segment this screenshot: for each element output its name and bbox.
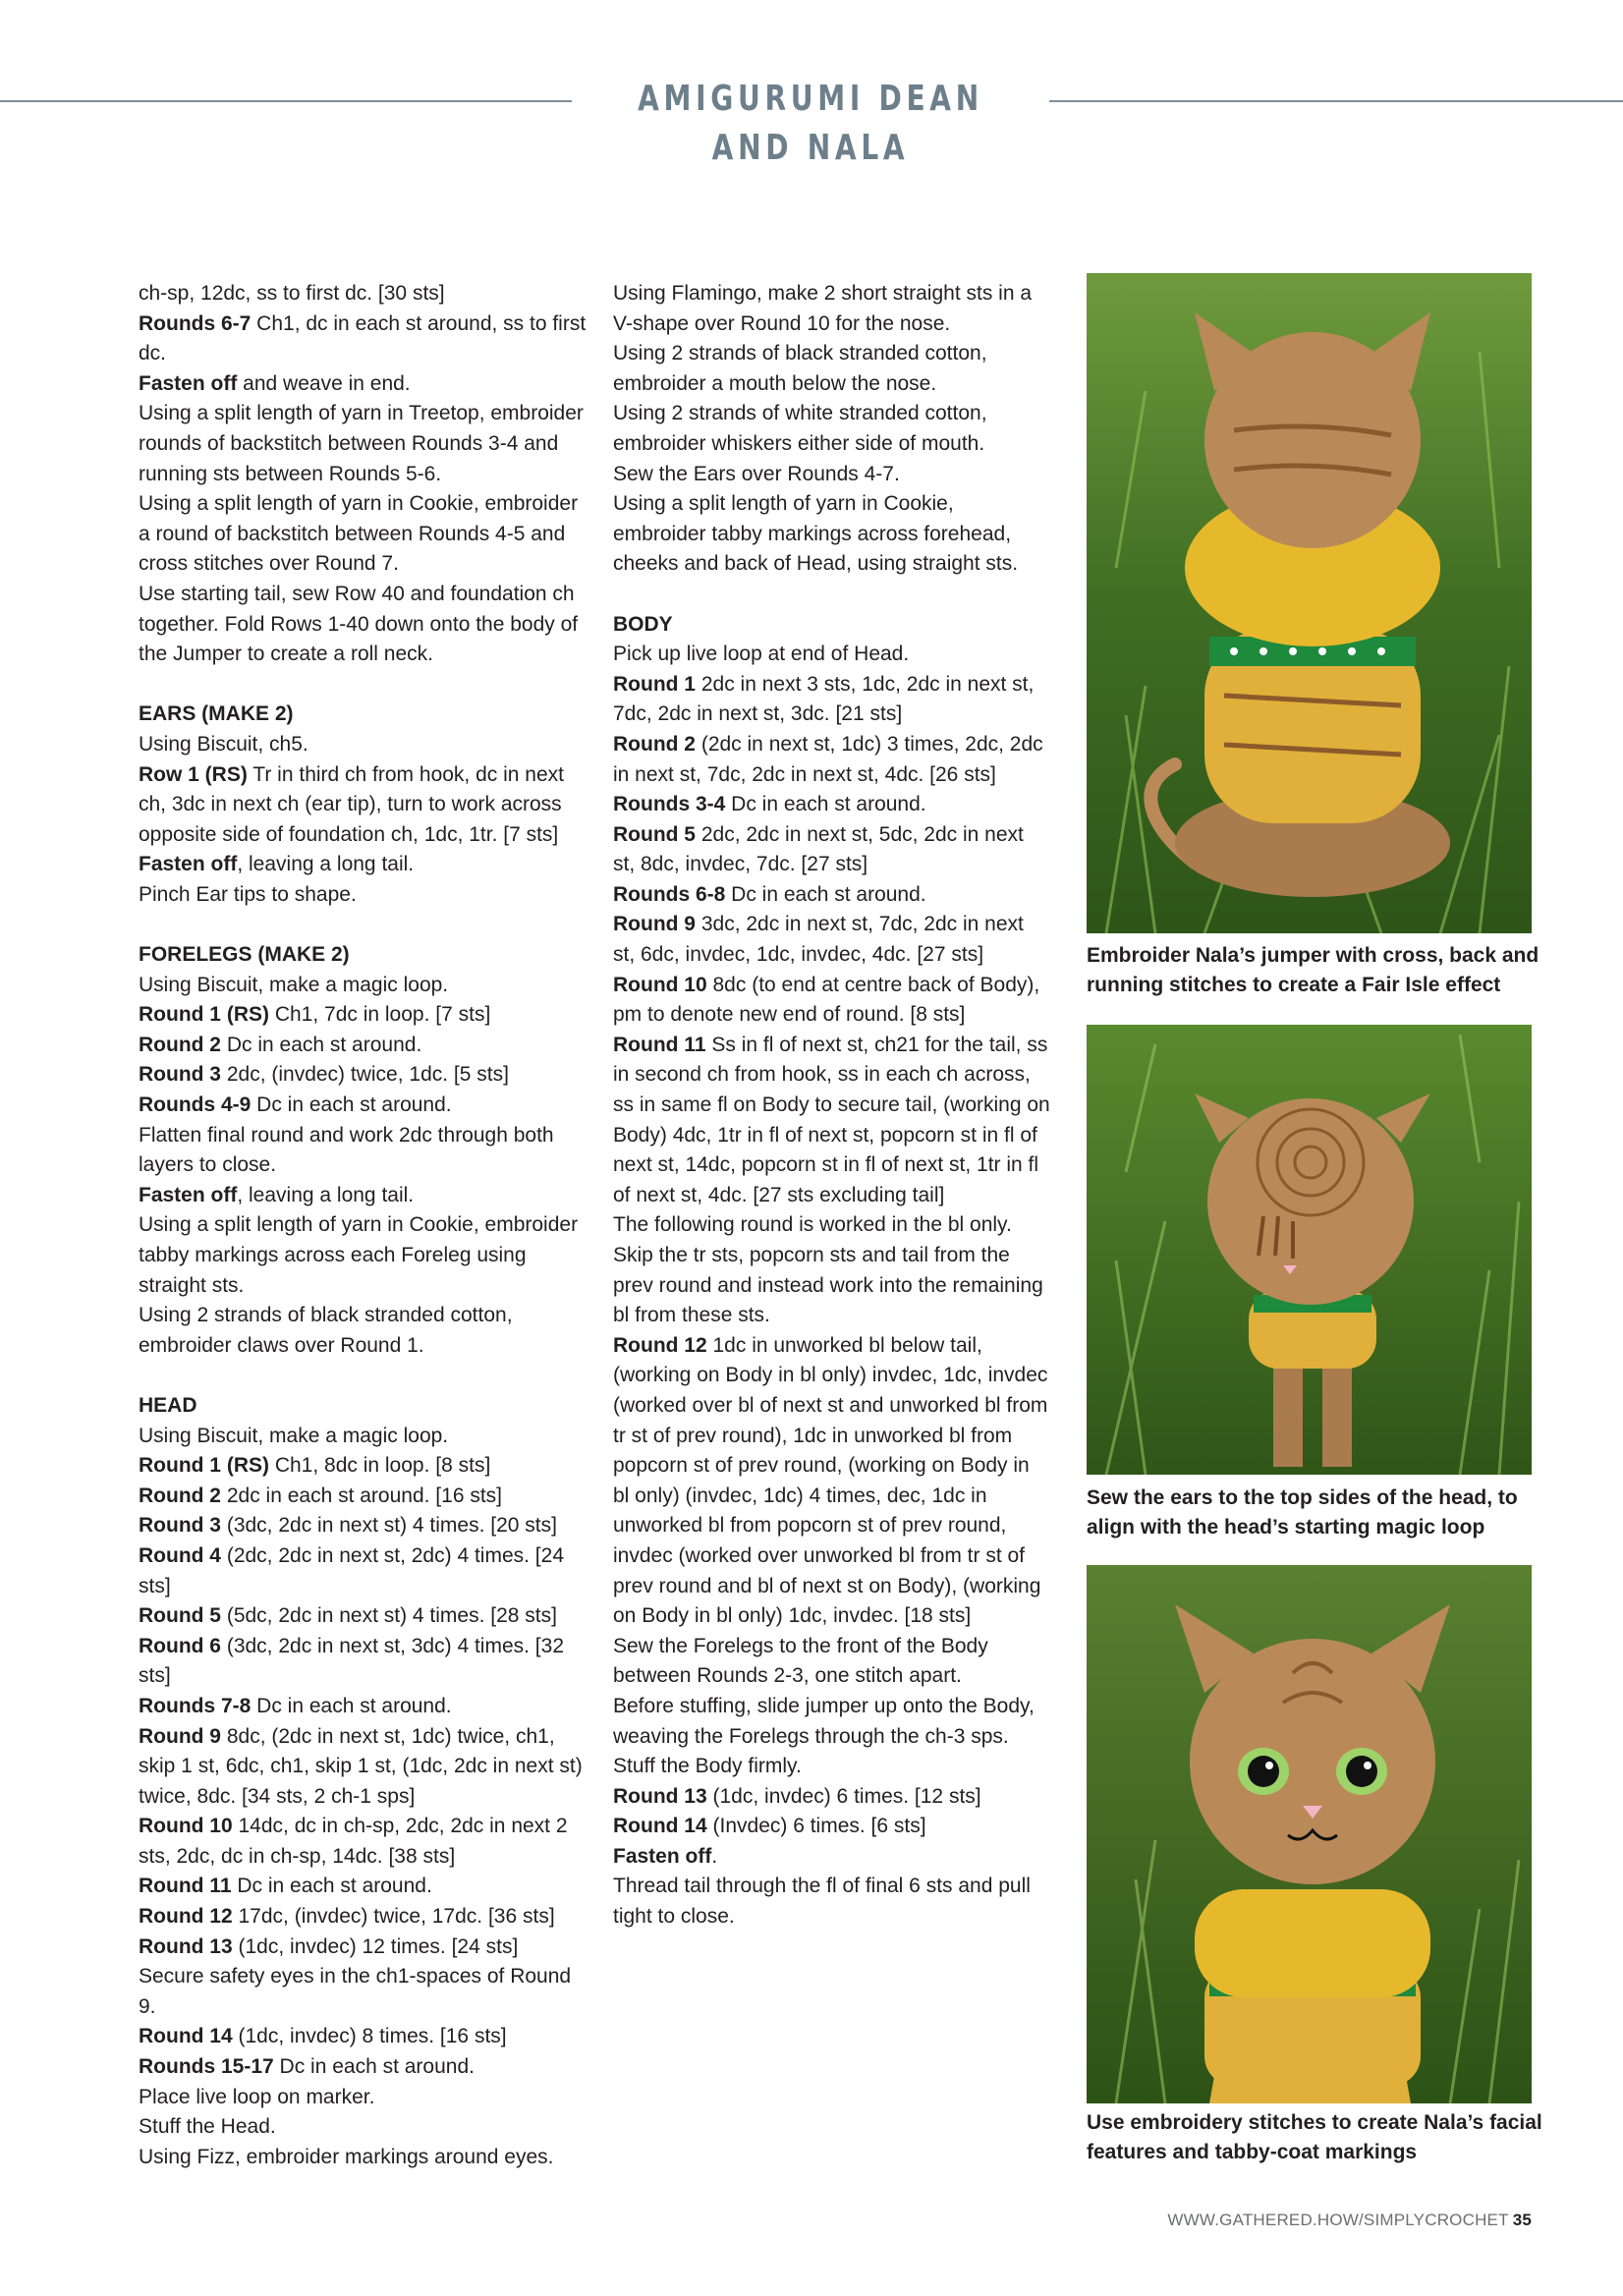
round-label: Round 1 (RS) bbox=[139, 1454, 269, 1478]
instruction-line bbox=[613, 1872, 1050, 1932]
round-label: Round 11 bbox=[139, 1875, 232, 1898]
instruction-line bbox=[139, 2022, 592, 2052]
instruction-line bbox=[139, 850, 592, 880]
section-heading: EARS (MAKE 2) bbox=[139, 702, 294, 726]
round-label: Rounds 6-7 bbox=[139, 311, 252, 335]
instruction-text: (1dc, invdec) 6 times. [12 sts] bbox=[706, 1784, 981, 1808]
instruction-line bbox=[139, 1632, 592, 1692]
instruction-text: (1dc, invdec) 12 times. [24 sts] bbox=[232, 1934, 519, 1958]
instruction-line bbox=[139, 1422, 592, 1452]
instruction-text: Sew the Forelegs to the front of the Body between Rounds 2-3, one stitch apart. bbox=[613, 1634, 988, 1688]
round-label: Round 13 bbox=[613, 1784, 707, 1808]
instruction-text: Dc in each st around. bbox=[725, 882, 926, 906]
instruction-text: Ch1, dc in each st around, ss to first dc. bbox=[139, 311, 587, 365]
round-label: Fasten off bbox=[139, 1183, 238, 1206]
instruction-line bbox=[613, 1842, 1050, 1873]
instruction-text: (2dc, 2dc in next st, 2dc) 4 times. [24 sts] bbox=[139, 1543, 564, 1597]
text-column-left bbox=[139, 279, 592, 2172]
round-label: Fasten off bbox=[613, 1844, 712, 1868]
instruction-text: (1dc, invdec) 8 times. [16 sts] bbox=[232, 2025, 507, 2048]
round-label: Round 6 bbox=[139, 1634, 221, 1657]
round-label: Round 1 bbox=[613, 672, 696, 696]
instruction-line bbox=[613, 1031, 1050, 1211]
instruction-line bbox=[613, 971, 1050, 1031]
page-number: 35 bbox=[1512, 2211, 1532, 2229]
round-label: Round 5 bbox=[139, 1604, 221, 1628]
instruction-text: Using a split length of yarn in Cookie, embroider tabby markings across forehead, cheeks and back of Head, using straight sts. bbox=[613, 492, 1019, 576]
instruction-text: 2dc in each st around. [16 sts] bbox=[221, 1484, 503, 1507]
instruction-line bbox=[139, 309, 592, 369]
round-label: Round 10 bbox=[139, 1815, 233, 1838]
instruction-text: 2dc, 2dc in next st, 5dc, 2dc in next st, 8dc, invdec, 7dc. [27 sts] bbox=[613, 822, 1024, 876]
instruction-text: Using Flamingo, make 2 short straight sts in a V-shape over Round 10 for the nose. bbox=[613, 282, 1033, 335]
photo-nala-face bbox=[1087, 1565, 1532, 2103]
round-label: Round 12 bbox=[613, 1333, 707, 1357]
instruction-text: Using Biscuit, make a magic loop. bbox=[139, 1424, 449, 1447]
instruction-line bbox=[139, 369, 592, 400]
instruction-line bbox=[139, 279, 592, 309]
round-label: Row 1 (RS) bbox=[139, 762, 248, 786]
instruction-line bbox=[613, 880, 1050, 911]
instruction-text: Using 2 strands of black stranded cotton, embroider a mouth below the nose. bbox=[613, 342, 987, 395]
round-label: Round 9 bbox=[613, 913, 696, 936]
footer-url: WWW.GATHERED.HOW/SIMPLYCROCHET bbox=[1167, 2211, 1509, 2229]
instruction-line bbox=[139, 1601, 592, 1632]
section-heading: FORELEGS (MAKE 2) bbox=[139, 943, 350, 967]
round-label: Round 2 bbox=[139, 1033, 221, 1056]
instruction-text: (5dc, 2dc in next st) 4 times. [28 sts] bbox=[221, 1604, 557, 1628]
instruction-line bbox=[139, 1541, 592, 1601]
instruction-text: Flatten final round and work 2dc through both layers to close. bbox=[139, 1123, 554, 1177]
instruction-text: Stuff the Body firmly. bbox=[613, 1755, 802, 1778]
instruction-text: Secure safety eyes in the ch1-spaces of Round 9. bbox=[139, 1965, 572, 2018]
instruction-text: Dc in each st around. bbox=[273, 2055, 475, 2079]
instruction-text: Tr in third ch from hook, dc in next ch, 3dc in next ch (ear tip), turn to work across opposite side of foundation ch, 1dc, 1tr. [7 sts] bbox=[139, 762, 564, 846]
section-gap bbox=[139, 670, 592, 700]
instruction-text: Using Fizz, embroider markings around eyes. bbox=[139, 2145, 554, 2168]
instruction-line bbox=[139, 1872, 592, 1902]
instruction-line bbox=[139, 1451, 592, 1482]
section-gap bbox=[139, 910, 592, 940]
instruction-line bbox=[139, 489, 592, 580]
instruction-line bbox=[139, 730, 592, 760]
round-label: Rounds 15-17 bbox=[139, 2055, 274, 2079]
instruction-line bbox=[613, 1692, 1050, 1752]
round-label: Round 2 bbox=[139, 1484, 221, 1507]
instruction-text: 8dc (to end at centre back of Body), pm to denote new end of round. [8 sts] bbox=[613, 973, 1040, 1027]
round-label: Round 11 bbox=[613, 1033, 706, 1056]
header-rule-right bbox=[1049, 100, 1623, 102]
instruction-line bbox=[139, 580, 592, 670]
instruction-text: Place live loop on marker. bbox=[139, 2085, 375, 2108]
instruction-text: Using a split length of yarn in Treetop, embroider rounds of backstitch between Rounds 3-4 and running sts between Rounds 5-6. bbox=[139, 402, 584, 485]
instruction-text: Using Biscuit, ch5. bbox=[139, 732, 308, 756]
instruction-line bbox=[139, 1210, 592, 1301]
instruction-line bbox=[139, 1511, 592, 1541]
photo-nala-ears bbox=[1087, 1025, 1532, 1475]
round-label: Round 9 bbox=[139, 1724, 221, 1748]
instruction-text: Dc in each st around. bbox=[221, 1033, 422, 1056]
instruction-text: ch-sp, 12dc, ss to first dc. [30 sts] bbox=[139, 282, 445, 305]
instruction-line bbox=[613, 670, 1050, 730]
instruction-line bbox=[139, 1482, 592, 1512]
instruction-line bbox=[139, 1060, 592, 1091]
instruction-line bbox=[613, 1210, 1050, 1330]
instruction-line bbox=[613, 640, 1050, 670]
instruction-line bbox=[139, 1902, 592, 1932]
instruction-text: . bbox=[711, 1844, 718, 1868]
round-label: Round 13 bbox=[139, 1934, 233, 1958]
round-label: Round 14 bbox=[613, 1815, 707, 1838]
instruction-text: (2dc in next st, 1dc) 3 times, 2dc, 2dc in next st, 7dc, 2dc in next st, 4dc. [26 sts] bbox=[613, 732, 1043, 786]
round-label: Round 2 bbox=[613, 732, 696, 756]
instruction-line bbox=[613, 1632, 1050, 1692]
round-label: Rounds 6-8 bbox=[613, 882, 726, 906]
instruction-line bbox=[613, 279, 1050, 339]
round-label: Fasten off bbox=[139, 371, 238, 395]
instruction-text: Pinch Ear tips to shape. bbox=[139, 882, 357, 906]
instruction-line bbox=[139, 760, 592, 851]
instruction-text: Before stuffing, slide jumper up onto the Body, weaving the Forelegs through the ch-3 sps. bbox=[613, 1694, 1035, 1748]
instruction-text: (3dc, 2dc in next st, 3dc) 4 times. [32 sts] bbox=[139, 1634, 564, 1688]
instruction-text: The following round is worked in the bl only. Skip the tr sts, popcorn sts and tail from the prev round and instead work into the remaining bl from these sts. bbox=[613, 1213, 1043, 1327]
instruction-text: Thread tail through the fl of final 6 sts and pull tight to close. bbox=[613, 1875, 1031, 1929]
instruction-text: (3dc, 2dc in next st) 4 times. [20 sts] bbox=[221, 1514, 557, 1538]
instruction-line bbox=[613, 910, 1050, 970]
instruction-line bbox=[613, 399, 1050, 459]
instruction-line bbox=[613, 790, 1050, 820]
round-label: Round 10 bbox=[613, 973, 707, 996]
header-rule-left bbox=[0, 100, 572, 102]
instruction-text: 14dc, dc in ch-sp, 2dc, 2dc in next 2 sts, 2dc, dc in ch-sp, 14dc. [38 sts] bbox=[139, 1815, 568, 1868]
round-label: Round 4 bbox=[139, 1543, 221, 1567]
text-column-middle bbox=[613, 279, 1050, 1932]
instruction-text: Dc in each st around. bbox=[251, 1093, 452, 1117]
round-label: Fasten off bbox=[139, 853, 238, 876]
round-label: Round 3 bbox=[139, 1514, 221, 1538]
instruction-line bbox=[139, 1031, 592, 1061]
instruction-text: , leaving a long tail. bbox=[237, 1183, 415, 1206]
instruction-line bbox=[139, 1932, 592, 1963]
instruction-text: 2dc in next 3 sts, 1dc, 2dc in next st, 7dc, 2dc in next st, 3dc. [21 sts] bbox=[613, 672, 1035, 726]
instruction-line bbox=[139, 971, 592, 1001]
instruction-line bbox=[139, 1091, 592, 1121]
instruction-text: Using a split length of yarn in Cookie, embroider a round of backstitch between Rounds 4-5 and cross stitches over Round 7. bbox=[139, 492, 579, 576]
instruction-text: Using Biscuit, make a magic loop. bbox=[139, 973, 449, 996]
round-label: Round 1 (RS) bbox=[139, 1003, 269, 1027]
round-label: Round 12 bbox=[139, 1905, 233, 1929]
instruction-text: 2dc, (invdec) twice, 1dc. [5 sts] bbox=[221, 1063, 509, 1087]
instruction-line bbox=[139, 1301, 592, 1361]
instruction-line bbox=[613, 460, 1050, 490]
instruction-line bbox=[139, 1121, 592, 1181]
instruction-text: 3dc, 2dc in next st, 7dc, 2dc in next st, 6dc, invdec, 1dc, invdec, 4dc. [27 sts] bbox=[613, 913, 1024, 967]
instruction-text: (Invdec) 6 times. [6 sts] bbox=[706, 1815, 926, 1838]
instruction-line bbox=[613, 820, 1050, 880]
instruction-line bbox=[613, 489, 1050, 580]
round-label: Rounds 3-4 bbox=[613, 793, 726, 816]
caption-2: Sew the ears to the top sides of the head, to align with the head’s starting magic loop bbox=[1087, 1486, 1518, 1539]
round-label: Round 14 bbox=[139, 2025, 233, 2048]
instruction-text: Dc in each st around. bbox=[251, 1694, 452, 1717]
instruction-text: Using 2 strands of white stranded cotton, embroider whiskers either side of mouth. bbox=[613, 402, 987, 455]
round-label: Rounds 7-8 bbox=[139, 1694, 252, 1717]
round-label: Round 3 bbox=[139, 1063, 221, 1087]
caption-3: Use embroidery stitches to create Nala’s facial features and tabby-coat markings bbox=[1087, 2111, 1542, 2163]
instruction-text: Use starting tail, sew Row 40 and foundation ch together. Fold Rows 1-40 down onto the body of the Jumper to create a roll neck. bbox=[139, 582, 579, 666]
instruction-line bbox=[139, 2143, 592, 2173]
footer bbox=[1167, 2211, 1532, 2230]
instruction-line bbox=[139, 399, 592, 489]
instruction-line bbox=[139, 1962, 592, 2022]
section-heading: BODY bbox=[613, 612, 673, 636]
instruction-text: Dc in each st around. bbox=[725, 793, 926, 816]
section-heading: HEAD bbox=[139, 1393, 197, 1417]
instruction-line bbox=[139, 2083, 592, 2113]
instruction-line bbox=[613, 1812, 1050, 1842]
photo-nala-jumper bbox=[1087, 273, 1532, 933]
instruction-line bbox=[139, 1812, 592, 1872]
instruction-text: Using a split length of yarn in Cookie, embroider tabby markings across each Foreleg using straight sts. bbox=[139, 1213, 579, 1297]
instruction-line bbox=[613, 339, 1050, 399]
instruction-line bbox=[613, 730, 1050, 790]
instruction-text: 17dc, (invdec) twice, 17dc. [36 sts] bbox=[232, 1905, 555, 1929]
instruction-text: Pick up live loop at end of Head. bbox=[613, 643, 910, 666]
page-title: AMIGURUMI DEAN AND NALA bbox=[638, 79, 983, 168]
instruction-text: Ch1, 8dc in loop. [8 sts] bbox=[268, 1454, 491, 1478]
section-gap bbox=[613, 580, 1050, 610]
instruction-text: Sew the Ears over Rounds 4-7. bbox=[613, 462, 900, 485]
instruction-line bbox=[613, 1752, 1050, 1782]
instruction-text: , leaving a long tail. bbox=[237, 853, 415, 876]
instruction-line bbox=[139, 880, 592, 911]
instruction-line bbox=[139, 2112, 592, 2143]
instruction-line bbox=[139, 1181, 592, 1211]
instruction-text: 8dc, (2dc in next st, 1dc) twice, ch1, skip 1 st, 6dc, ch1, skip 1 st, (1dc, 2dc in next st) twice, 8dc. [34 sts, 2 ch-1 sps] bbox=[139, 1724, 583, 1808]
instruction-text: 1dc in unworked bl below tail, (working on Body in bl only) invdec, 1dc, invdec (worked over bl of next st and unworked bl from tr st of prev round), 1dc in unworked bl from popcorn st of prev round, (working on Body in bl only) (invdec, 1dc) 4 times, dec, 1dc in unworked bl from popcorn st of prev round, invdec (worked over unworked bl from tr st of prev round and bl of next st on Body), (working on Body in bl only) 1dc, invdec. [18 sts] bbox=[613, 1333, 1048, 1628]
instruction-line bbox=[139, 1692, 592, 1722]
instruction-text: and weave in end. bbox=[237, 371, 411, 395]
instruction-text: Ch1, 7dc in loop. [7 sts] bbox=[268, 1003, 491, 1027]
instruction-text: Using 2 strands of black stranded cotton, embroider claws over Round 1. bbox=[139, 1304, 513, 1357]
instruction-line bbox=[139, 1722, 592, 1813]
round-label: Round 5 bbox=[613, 822, 696, 846]
instruction-line bbox=[139, 1000, 592, 1031]
instruction-text: Stuff the Head. bbox=[139, 2115, 276, 2139]
caption-1: Embroider Nala’s jumper with cross, back and running stitches to create a Fair Isle effect bbox=[1087, 944, 1539, 996]
section-gap bbox=[139, 1361, 592, 1391]
instruction-text: Ss in fl of next st, ch21 for the tail, ss in second ch from hook, ss in each ch across, ss in same fl on Body to secure tail, (working on Body) 4dc, 1tr in fl of next st, popcorn st in fl of next st, 14dc, popcorn st in fl of next st, 1tr in fl of next st, 4dc. [27 sts excluding tail] bbox=[613, 1033, 1050, 1206]
round-label: Rounds 4-9 bbox=[139, 1093, 252, 1117]
instruction-text: Dc in each st around. bbox=[231, 1875, 432, 1898]
instruction-line bbox=[139, 2052, 592, 2083]
instruction-line bbox=[613, 1782, 1050, 1813]
instruction-line bbox=[613, 1331, 1050, 1632]
